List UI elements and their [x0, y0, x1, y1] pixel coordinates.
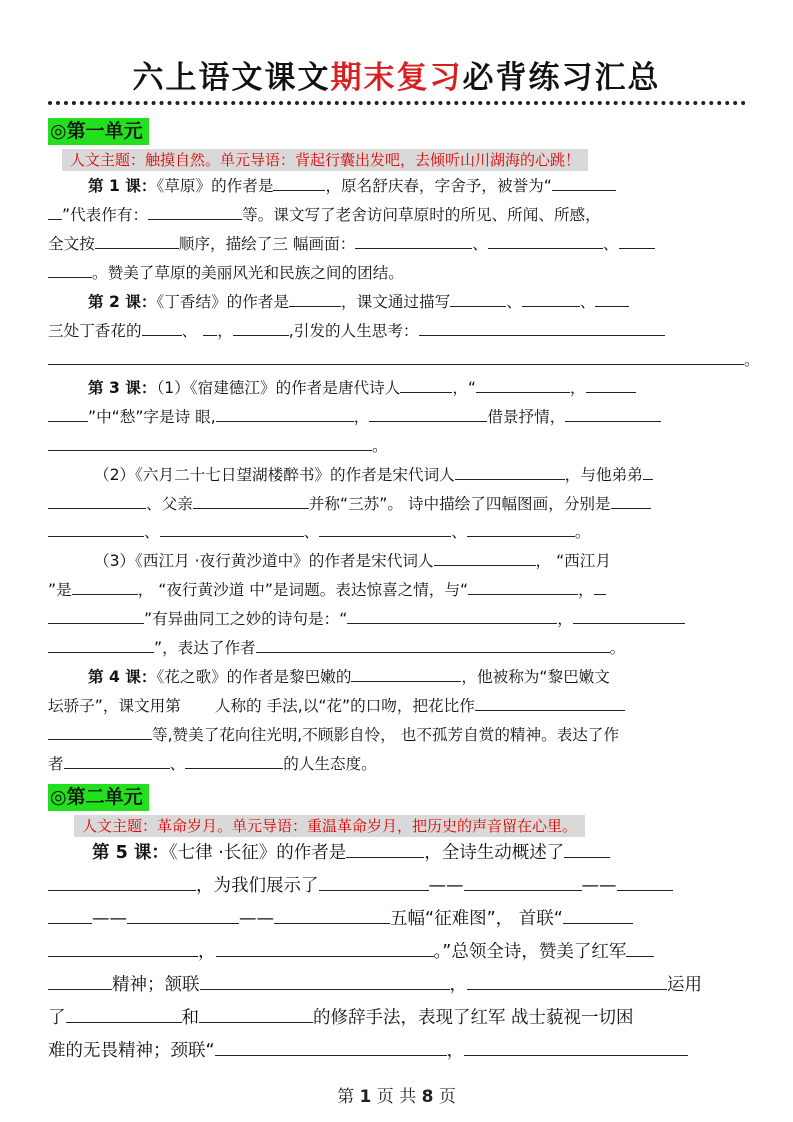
lesson3-poem2-line2: 、父亲 并称“三苏”。 诗中描绘了四幅图画，分别是	[48, 492, 748, 516]
blank[interactable]	[95, 233, 179, 249]
lesson3-poem2-line3: 、 、 、 。	[48, 520, 748, 544]
blank[interactable]	[48, 938, 198, 957]
blank[interactable]	[48, 435, 372, 451]
blank[interactable]	[626, 938, 654, 957]
lesson1-label: 第 1 课：	[88, 177, 157, 195]
blank[interactable]	[48, 349, 744, 365]
blank[interactable]	[48, 905, 92, 924]
blank[interactable]	[216, 406, 354, 422]
lesson5-line7: 难的无畏精神；颈联“ ，	[48, 1037, 748, 1065]
blank[interactable]	[450, 291, 506, 307]
blank[interactable]	[64, 753, 170, 769]
blank[interactable]	[594, 579, 606, 595]
blank[interactable]	[256, 637, 610, 653]
blank[interactable]	[351, 666, 461, 682]
unit1-theme: 人文主题：触摸自然。单元导语：背起行囊出发吧，去倾听山川湖海的心跳！	[62, 149, 588, 171]
lesson3-label: 第 3 课：	[88, 379, 157, 397]
blank[interactable]	[595, 291, 629, 307]
blank[interactable]	[48, 493, 146, 509]
blank[interactable]	[148, 204, 242, 220]
lesson5-line1: 第 5 课：《七律 ·长征》的作者是 ，全诗生动概述了	[48, 839, 748, 867]
blank[interactable]	[563, 905, 633, 924]
blank[interactable]	[203, 320, 217, 336]
lesson1-line3: 全文按 顺序，描绘了三 幅画面： 、 、	[48, 232, 748, 256]
lesson5-line3: —— —— 五幅“征难图”， 首联“	[48, 905, 748, 933]
blank[interactable]	[48, 262, 92, 278]
lesson3-line3: 。	[48, 434, 748, 458]
lesson5-line6: 了 和 的修辞手法，表现了红军 战士藐视一切困	[48, 1004, 748, 1032]
lesson3-poem3-line3: ”有异曲同工之妙的诗句是：“ ，	[48, 607, 748, 631]
blank[interactable]	[552, 175, 616, 191]
blank[interactable]	[611, 493, 651, 509]
unit2-theme: 人文主题：革命岁月。单元导语：重温革命岁月，把历史的声音留在心里。	[74, 815, 585, 837]
lesson3-poem3-line1: （3）《西江月 ·夜行黄沙道中》的作者是宋代词人 ， “西江月	[94, 552, 611, 570]
blank[interactable]	[617, 872, 673, 891]
lesson1-line1: 第 1 课：《草原》的作者是 ，原名舒庆春，字舍予，被誉为“	[48, 174, 748, 198]
blank[interactable]	[319, 872, 429, 891]
title-highlight: 期末复习	[330, 60, 463, 96]
lesson2-label: 第 2 课：	[88, 293, 157, 311]
lesson3-poem3-line4: ”，表达了作者 。	[48, 636, 748, 660]
blank[interactable]	[48, 872, 196, 891]
blank[interactable]	[48, 204, 62, 220]
blank[interactable]	[160, 521, 304, 537]
lesson3-line1: 第 3 课：（1）《宿建德江》的作者是唐代诗人 ，“ ，	[48, 376, 748, 400]
lesson1-line4: 。赞美了草原的美丽风光和民族之间的团结。	[48, 261, 748, 285]
lesson4-line1: 第 4 课：《花之歌》的作者是黎巴嫩的 ，他被称为“黎巴嫩文	[88, 668, 610, 686]
lesson2-line2: 三处丁香花的 、 ， ,引发的人生思考：	[48, 319, 748, 343]
lesson4-line4: 者 、 的人生态度。	[48, 755, 377, 773]
blank[interactable]	[142, 320, 182, 336]
blank[interactable]	[216, 938, 434, 957]
blank[interactable]	[464, 1037, 688, 1056]
blank[interactable]	[347, 608, 557, 624]
lesson5-line4: ， 。”总领全诗，赞美了红军	[48, 938, 748, 966]
lesson4-line2: 坛骄子”，课文用第 人称的 手法,以“花”的口吻，把花比作	[48, 694, 748, 718]
blank[interactable]	[522, 291, 580, 307]
blank[interactable]	[468, 579, 578, 595]
lesson5-label: 第 5 课：	[92, 843, 169, 863]
blank[interactable]	[455, 464, 565, 480]
blank[interactable]	[619, 233, 655, 249]
blank[interactable]	[273, 175, 325, 191]
blank[interactable]	[355, 233, 472, 249]
blank[interactable]	[586, 377, 636, 393]
blank[interactable]	[48, 521, 144, 537]
blank[interactable]	[274, 905, 390, 924]
blank[interactable]	[434, 550, 536, 566]
blank[interactable]	[319, 521, 451, 537]
blank[interactable]	[48, 637, 154, 653]
blank[interactable]	[488, 233, 603, 249]
lesson1-line2: ”代表作有： 等。课文写了老舍访问草原时的所见、所闻、所感，	[48, 203, 748, 227]
blank[interactable]	[467, 971, 667, 990]
blank[interactable]	[467, 521, 575, 537]
lesson3-poem2-line1: （2）《六月二十七日望湖楼醉书》的作者是宋代词人 ，与他弟弟	[48, 463, 748, 487]
blank[interactable]	[475, 695, 625, 711]
blank[interactable]	[564, 839, 610, 858]
page-footer: 第 1 页 共 8 页	[337, 1087, 456, 1107]
blank[interactable]	[48, 724, 152, 740]
blank[interactable]	[185, 753, 283, 769]
lesson2-line1: 第 2 课：《丁香结》的作者是 ，课文通过描写 、 、	[48, 290, 748, 314]
blank[interactable]	[464, 872, 582, 891]
blank[interactable]	[400, 377, 452, 393]
blank[interactable]	[233, 320, 289, 336]
unit2-heading: ◎第二单元	[48, 784, 149, 811]
blank[interactable]	[289, 291, 341, 307]
blank[interactable]	[66, 1004, 182, 1023]
blank[interactable]	[369, 406, 487, 422]
lesson4-label: 第 4 课：	[88, 668, 157, 686]
blank[interactable]	[346, 839, 424, 858]
blank[interactable]	[127, 905, 239, 924]
blank[interactable]	[215, 1037, 447, 1056]
blank[interactable]	[48, 971, 112, 990]
blank[interactable]	[643, 464, 653, 480]
blank[interactable]	[193, 493, 309, 509]
title-part1: 六上语文课文	[132, 60, 331, 96]
lesson2-line3: 。	[48, 348, 748, 372]
lesson5-line2: ，为我们展示了 —— ——	[48, 872, 748, 900]
blank[interactable]	[573, 608, 685, 624]
blank[interactable]	[419, 320, 665, 336]
blank[interactable]	[200, 971, 450, 990]
lesson4-line3: 等,赞美了花向往光明,不顾影自怜， 也不孤芳自赏的精神。表达了作	[48, 723, 748, 747]
blank[interactable]	[72, 579, 138, 595]
blank[interactable]	[48, 406, 88, 422]
title-part3: 必背练习汇总	[462, 60, 661, 96]
blank[interactable]	[565, 406, 661, 422]
page-title	[0, 52, 793, 97]
lesson5-line5: 精神；颔联 ， 运用	[48, 971, 748, 999]
blank[interactable]	[48, 608, 144, 624]
blank[interactable]	[476, 377, 570, 393]
blank[interactable]	[199, 1004, 313, 1023]
lesson3-line2: ”中“愁”字是诗 眼, ， 借景抒情，	[48, 405, 748, 429]
lesson3-poem3-line2: ”是 ， “夜行黄沙道 中”是词题。表达惊喜之情，与“ ，	[48, 578, 748, 602]
total-page-number: 8	[421, 1087, 434, 1107]
unit1-heading: ◎第一单元	[48, 118, 149, 145]
title-divider	[48, 101, 746, 105]
current-page-number: 1	[359, 1087, 372, 1107]
